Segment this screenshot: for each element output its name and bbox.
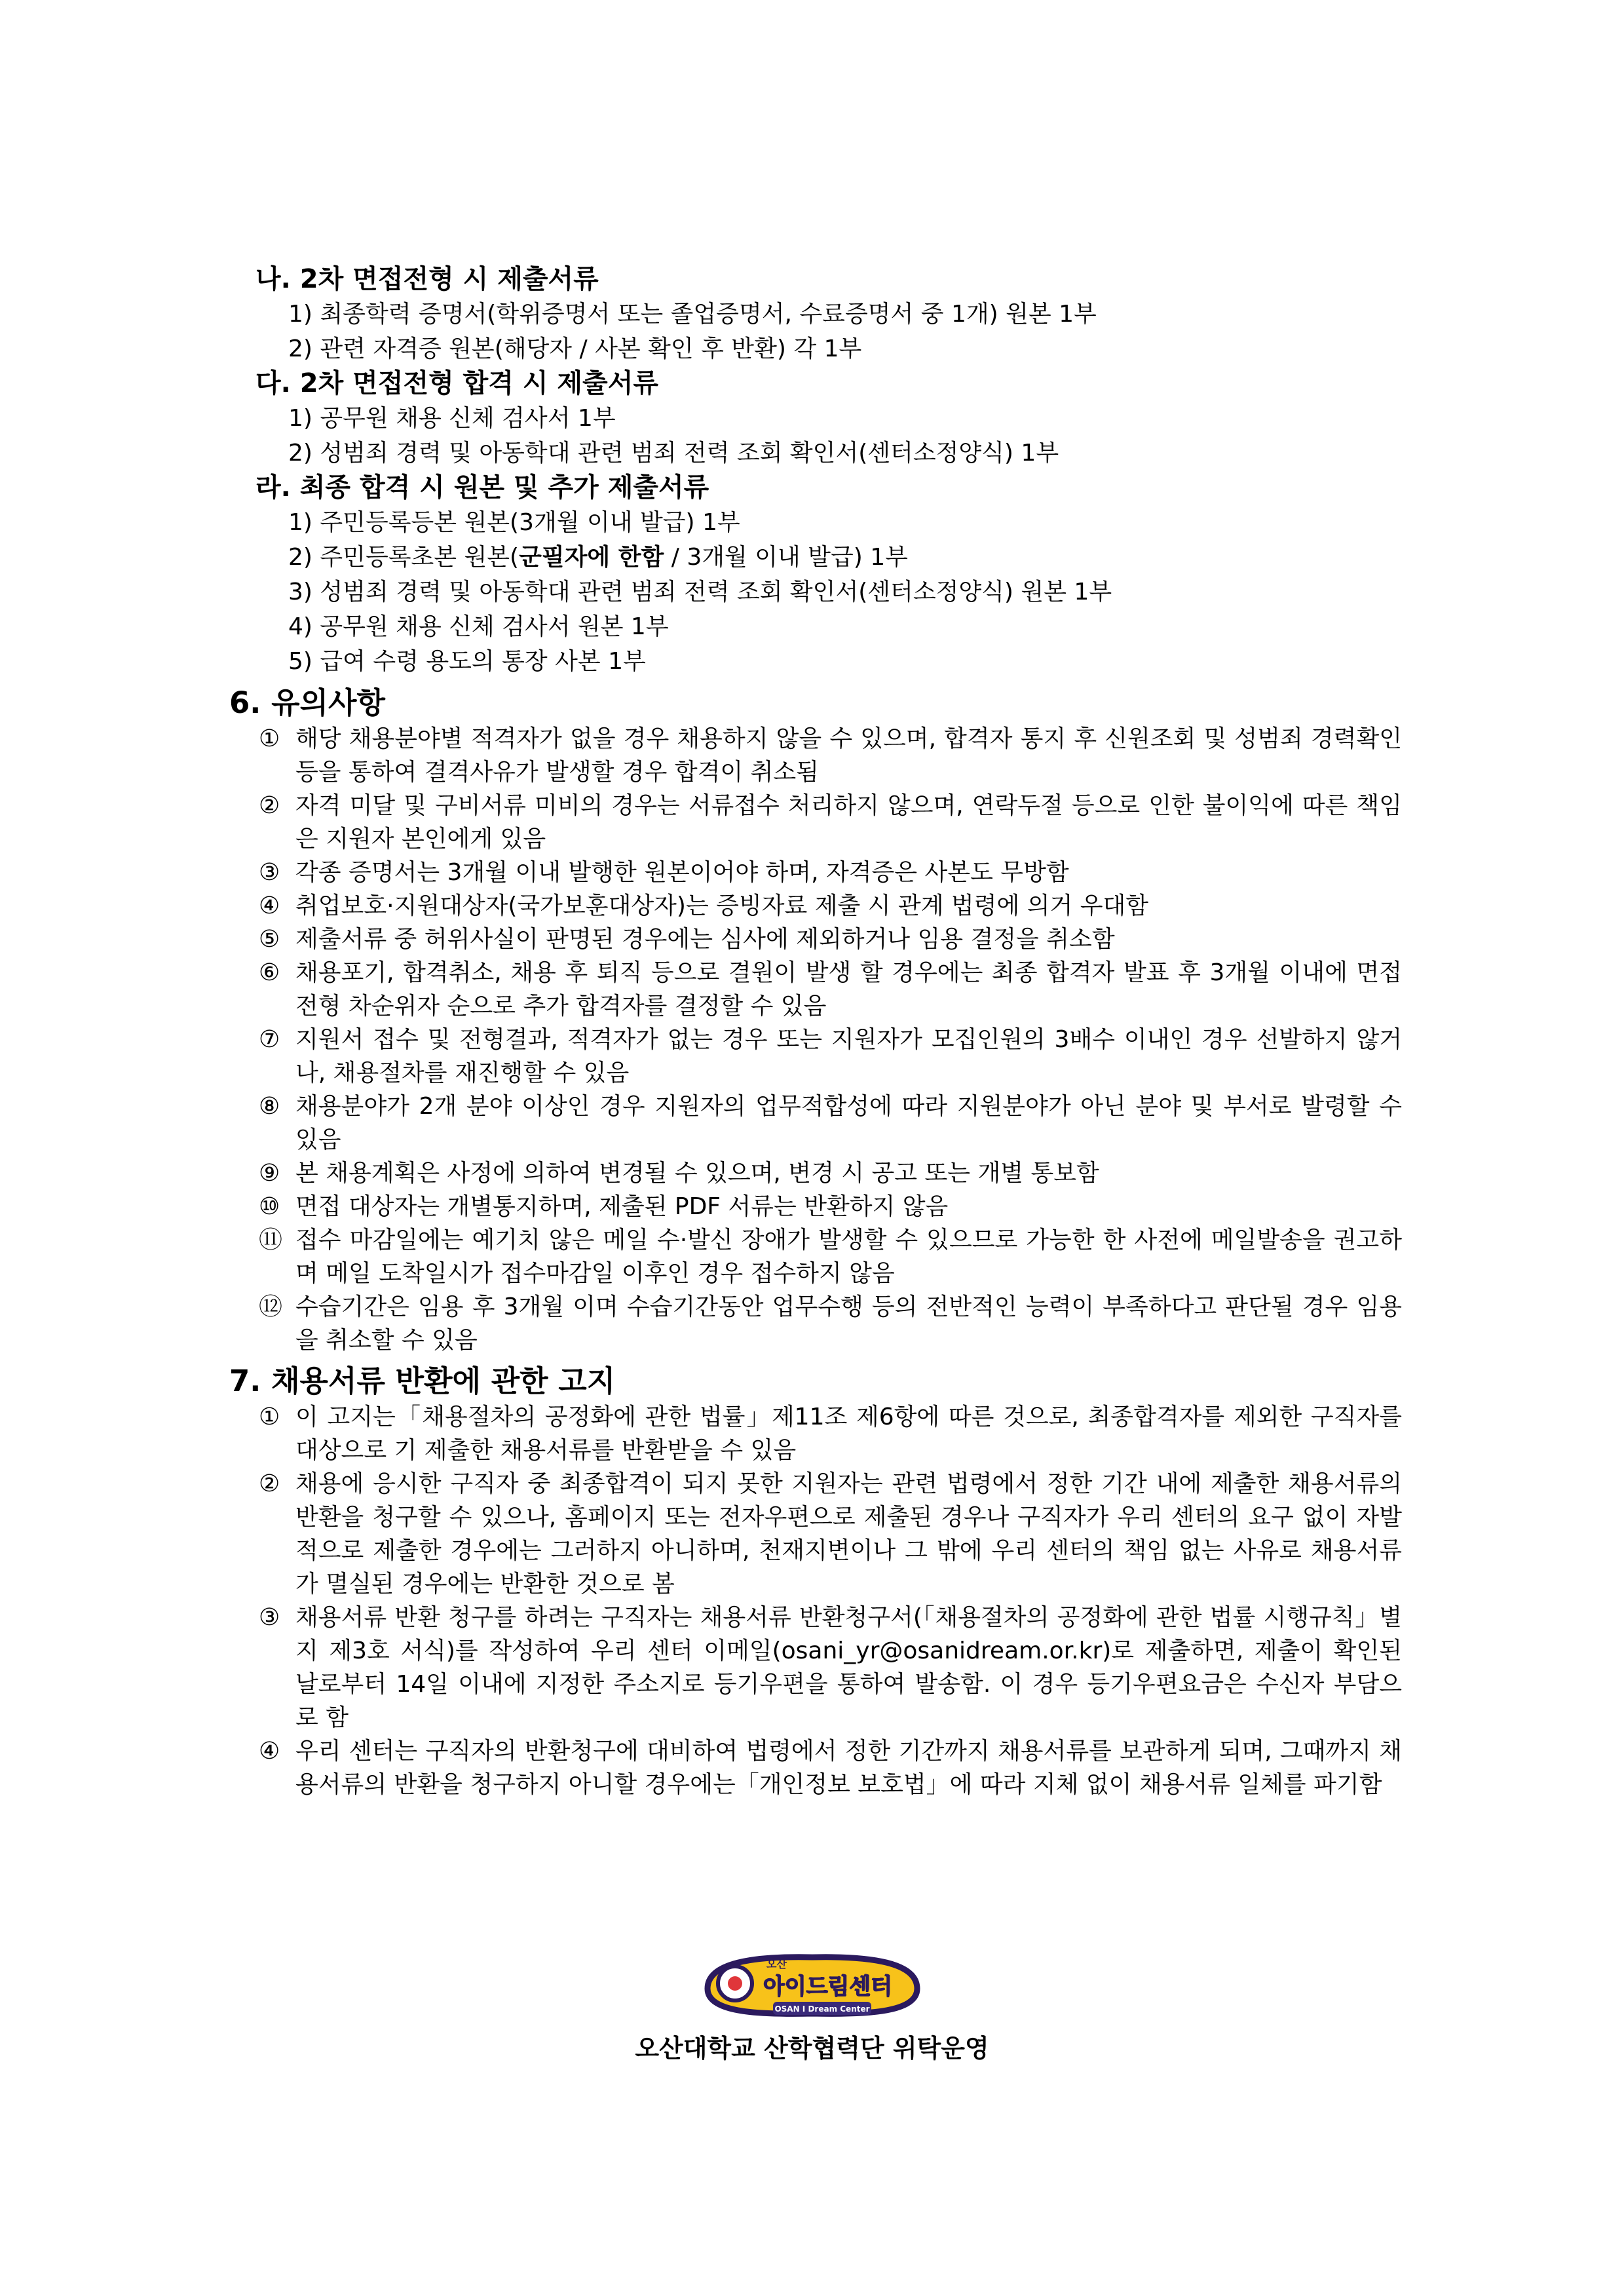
list-item xyxy=(288,540,1408,575)
sub-heading-da: 다. 2차 면접전형 합격 시 제출서류 xyxy=(255,368,658,398)
note-text: 해당 채용분야별 적격자가 없을 경우 채용하지 않을 수 있으며, 합격자 통지 후 신원조회 및 성범죄 경력확인 등을 통하여 결격사유가 발생할 경우 합격이 취소됨 xyxy=(295,725,1402,786)
note-number: ⑤ xyxy=(259,926,280,953)
note-number: ③ xyxy=(259,1604,280,1631)
note-text: 수습기간은 임용 후 3개월 이며 수습기간동안 업무수행 등의 전반적인 능력이 부족하다고 판단될 경우 임용을 취소할 수 있음 xyxy=(295,1293,1402,1354)
note-number: ⑨ xyxy=(259,1160,280,1187)
item-text: 2) 주민등록초본 원본( xyxy=(288,544,519,571)
list-item: 1) 최종학력 증명서(학위증명서 또는 졸업증명서, 수료증명서 중 1개) 원본 1부 xyxy=(288,301,1097,328)
item-emphasis: 군필자에 한함 xyxy=(519,544,664,571)
note-number: ② xyxy=(259,792,280,819)
list-item: 3) 성범죄 경력 및 아동학대 관련 범죄 전력 조회 확인서(센터소정양식) 원본 1부 xyxy=(288,579,1112,605)
note-number: ③ xyxy=(259,859,280,886)
note-item xyxy=(229,1467,1408,1601)
document-content xyxy=(229,262,1408,1801)
note-text: 취업보호·지원대상자(국가보훈대상자)는 증빙자료 제출 시 관계 법령에 의거 우대함 xyxy=(295,892,1149,919)
note-text: 채용서류 반환 청구를 하려는 구직자는 채용서류 반환청구서(「채용절차의 공정화에 관한 법률 시행규칙」별지 제3호 서식)를 작성하여 우리 센터 이메일(osani_yr@osanidream.or.kr)로 제출하면, 제출이 확인된 날로부터 14일 이내에 지정한 주소지로 등기우편을 통하여 발송함. 이 경우 등기우편요금은 수신자 부담으로 함 xyxy=(295,1604,1402,1731)
sub-heading-ra: 라. 최종 합격 시 원본 및 추가 제출서류 xyxy=(255,472,709,503)
list-item: 1) 주민등록등본 원본(3개월 이내 발급) 1부 xyxy=(288,509,740,536)
note-text: 제출서류 중 허위사실이 판명된 경우에는 심사에 제외하거나 임용 결정을 취소함 xyxy=(295,926,1115,953)
note-item xyxy=(229,956,1408,1023)
note-number: ④ xyxy=(259,1738,280,1765)
note-number: ⑦ xyxy=(259,1026,280,1053)
note-text: 이 고지는「채용절차의 공정화에 관한 법률」제11조 제6항에 따른 것으로, 최종합격자를 제외한 구직자를 대상으로 기 제출한 채용서류를 반환받을 수 있음 xyxy=(295,1404,1402,1464)
note-item xyxy=(229,1090,1408,1157)
note-text: 각종 증명서는 3개월 이내 발행한 원본이어야 하며, 자격증은 사본도 무방함 xyxy=(295,859,1069,886)
note-item xyxy=(229,1223,1408,1290)
note-text: 접수 마감일에는 예기치 않은 메일 수·발신 장애가 발생할 수 있으므로 가능한 한 사전에 메일발송을 권고하며 메일 도착일시가 접수마감일 이후인 경우 접수하지 않음 xyxy=(295,1227,1402,1287)
footer xyxy=(0,1943,1624,2065)
note-number: ⑫ xyxy=(259,1293,283,1320)
note-item xyxy=(229,1290,1408,1357)
note-item xyxy=(229,722,1408,789)
sub-list-da xyxy=(229,401,1408,470)
note-item xyxy=(229,923,1408,956)
note-number: ② xyxy=(259,1470,280,1497)
sub-heading-na: 나. 2차 면접전형 시 제출서류 xyxy=(255,264,599,294)
return-notes-list xyxy=(229,1400,1408,1801)
organization-text: 오산대학교 산학협력단 위탁운영 xyxy=(635,2034,989,2063)
note-text: 자격 미달 및 구비서류 미비의 경우는 서류접수 처리하지 않으며, 연락두절 등으로 인한 불이익에 따른 책임은 지원자 본인에게 있음 xyxy=(295,792,1402,852)
note-text: 면접 대상자는 개별통지하며, 제출된 PDF 서류는 반환하지 않음 xyxy=(295,1193,949,1220)
note-item xyxy=(229,1023,1408,1090)
note-item xyxy=(229,889,1408,923)
note-number: ④ xyxy=(259,892,280,919)
note-number: ⑪ xyxy=(259,1227,283,1253)
note-text: 채용포기, 합격취소, 채용 후 퇴직 등으로 결원이 발생 할 경우에는 최종 합격자 발표 후 3개월 이내에 면접전형 차순위자 순으로 추가 합격자를 결정할 수 있음 xyxy=(295,959,1402,1020)
list-item: 2) 성범죄 경력 및 아동학대 관련 범죄 전력 조회 확인서(센터소정양식) 1부 xyxy=(288,440,1059,467)
section-heading-6: 6. 유의사항 xyxy=(229,685,385,720)
note-number: ① xyxy=(259,1404,280,1430)
note-number: ⑥ xyxy=(259,959,280,986)
logo-text-main: 아이드림센터 xyxy=(763,1974,892,2000)
note-number: ① xyxy=(259,725,280,752)
note-text: 본 채용계획은 사정에 의하여 변경될 수 있으며, 변경 시 공고 또는 개별 통보함 xyxy=(295,1160,1099,1187)
section-notes xyxy=(229,684,1408,1357)
section-document-return xyxy=(229,1362,1408,1801)
sub-list-na xyxy=(229,297,1408,366)
logo-circle-dot xyxy=(728,1976,742,1991)
list-item: 5) 급여 수령 용도의 통장 사본 1부 xyxy=(288,648,646,675)
section-heading-7: 7. 채용서류 반환에 관한 고지 xyxy=(229,1364,616,1398)
note-item xyxy=(229,1400,1408,1467)
submission-docs-part-na xyxy=(229,262,1408,366)
osan-i-dream-center-logo xyxy=(694,1943,930,2028)
logo-text-sub: OSAN I Dream Center xyxy=(774,2004,870,2014)
list-item: 1) 공무원 채용 신체 검사서 1부 xyxy=(288,405,616,432)
list-item: 2) 관련 자격증 원본(해당자 / 사본 확인 후 반환) 각 1부 xyxy=(288,335,862,362)
note-item xyxy=(229,1734,1408,1801)
note-item xyxy=(229,856,1408,889)
note-item xyxy=(229,789,1408,856)
notes-list xyxy=(229,722,1408,1357)
note-number: ⑩ xyxy=(259,1193,280,1220)
note-text: 채용에 응시한 구직자 중 최종합격이 되지 못한 지원자는 관련 법령에서 정한 기간 내에 제출한 채용서류의 반환을 청구할 수 있으나, 홈페이지 또는 전자우편으로 제출된 경우나 구직자가 우리 센터의 요구 없이 자발적으로 제출한 경우에는 그러하지 아니하며, 천재지변이나 그 밖에 우리 센터의 책임 없는 사유로 채용서류가 멸실된 경우에는 반환한 것으로 봄 xyxy=(295,1470,1402,1598)
note-text: 채용분야가 2개 분야 이상인 경우 지원자의 업무적합성에 따라 지원분야가 아닌 분야 및 부서로 발령할 수 있음 xyxy=(295,1093,1402,1153)
submission-docs-part-da xyxy=(229,366,1408,470)
list-item: 4) 공무원 채용 신체 검사서 원본 1부 xyxy=(288,613,669,640)
note-text: 지원서 접수 및 전형결과, 적격자가 없는 경우 또는 지원자가 모집인원의 3배수 이내인 경우 선발하지 않거나, 채용절차를 재진행할 수 있음 xyxy=(295,1026,1402,1086)
note-item xyxy=(229,1157,1408,1190)
item-text: / 3개월 이내 발급) 1부 xyxy=(664,544,908,571)
note-item xyxy=(229,1601,1408,1734)
note-item xyxy=(229,1190,1408,1223)
note-text: 우리 센터는 구직자의 반환청구에 대비하여 법령에서 정한 기간까지 채용서류를 보관하게 되며, 그때까지 채용서류의 반환을 청구하지 아니할 경우에는「개인정보 보호법」에 따라 지체 없이 채용서류 일체를 파기함 xyxy=(295,1738,1402,1798)
submission-docs-part-ra xyxy=(229,470,1408,679)
sub-list-ra xyxy=(229,505,1408,679)
logo-text-top: 오산 xyxy=(766,1958,787,1970)
note-number: ⑧ xyxy=(259,1093,280,1120)
